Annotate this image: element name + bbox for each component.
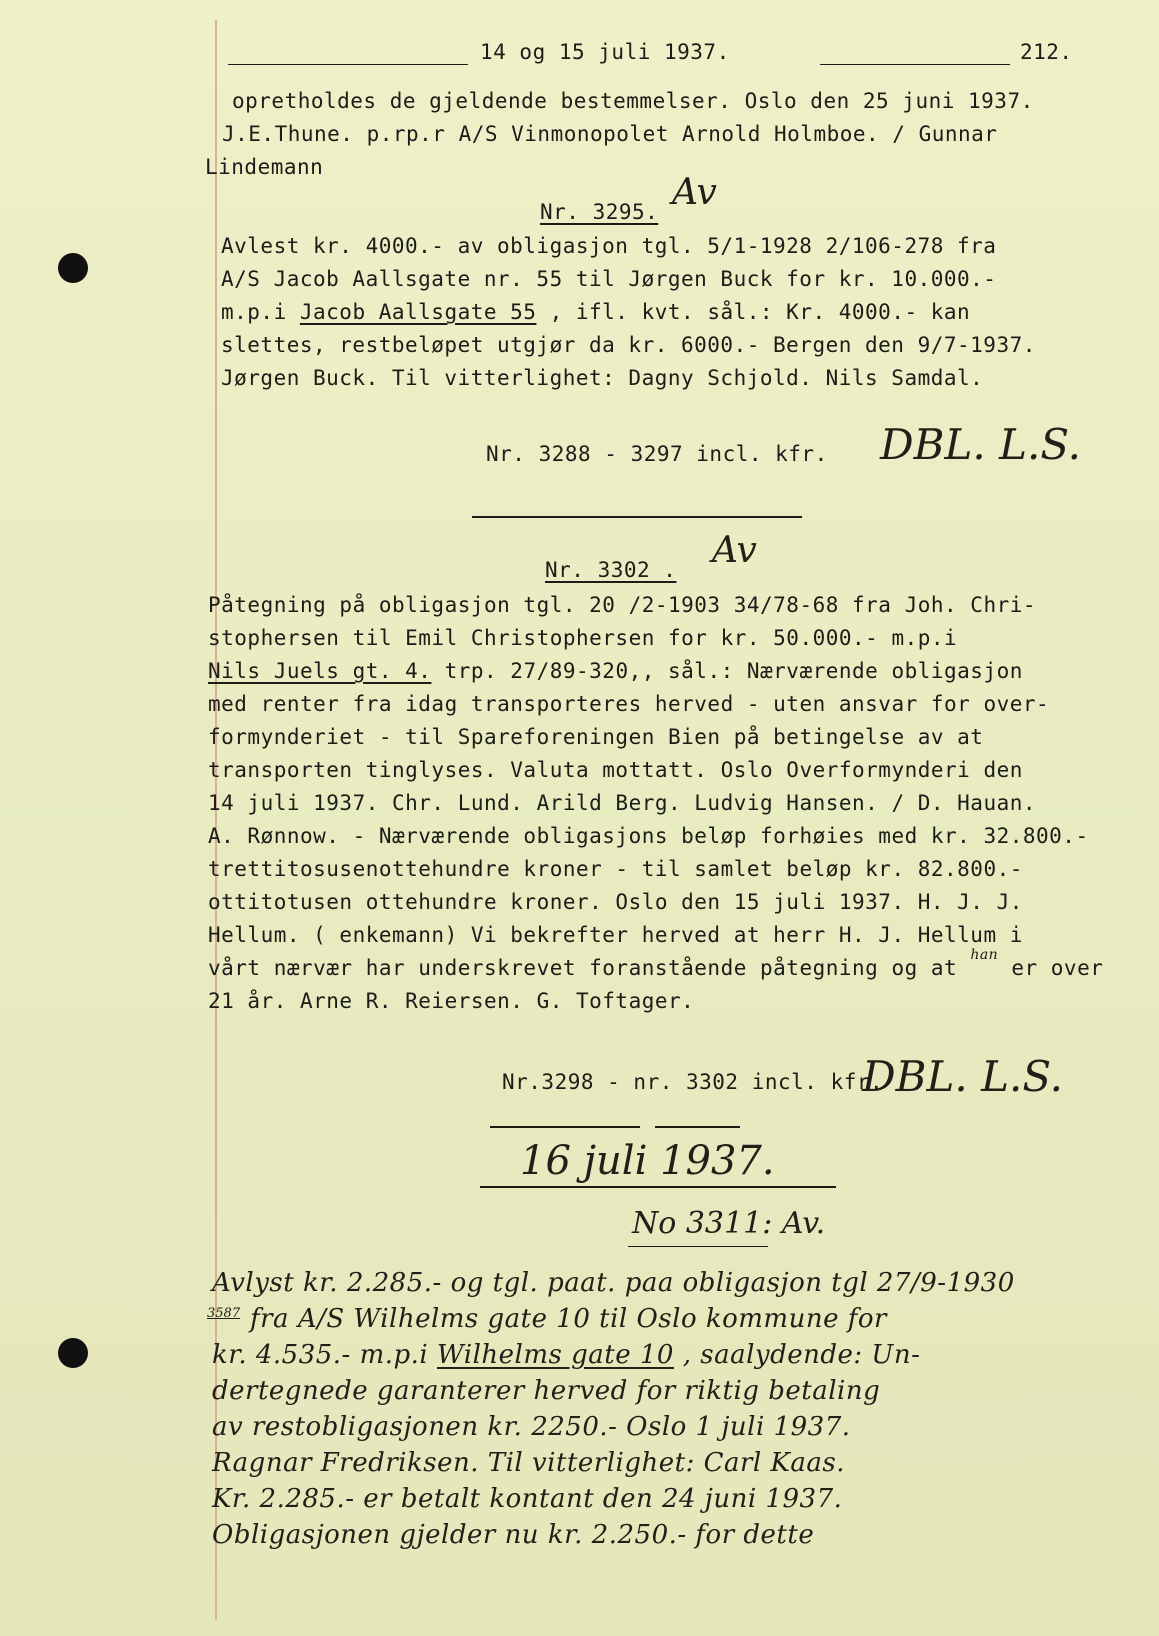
text-line: 21 år. Arne R. Reiersen. G. Toftager. [208, 989, 695, 1013]
text-line: opretholdes de gjeldende bestemmelser. Oslo den 25 juni 1937. [232, 89, 1034, 113]
handwritten-mark: Av [672, 172, 717, 213]
handwritten-line: dertegnede garanterer herved for riktig betaling [212, 1376, 881, 1406]
text-line: Avlest kr. 4000.- av obligasjon tgl. 5/1-1928 2/106-278 fra [221, 234, 997, 258]
property-address: Jacob Aallsgate 55 [299, 300, 537, 324]
handwritten-line: Obligasjonen gjelder nu kr. 2.250.- for dette [212, 1520, 815, 1550]
text-line: vårt nærvær har underskrevet foranstående påtegning og at $^{han}$ er over [208, 947, 1104, 980]
text-line: 14 juli 1937. Chr. Lund. Arild Berg. Ludvig Hansen. / D. Hauan. [208, 791, 1037, 815]
text-line: Jørgen Buck. Til vitterlighet: Dagny Schjold. Nils Samdal. [221, 366, 984, 390]
text-line: transporten tinglyses. Valuta mottatt. Oslo Overformynderi den [208, 758, 1023, 782]
text-line: trettitosusenottehundre kroner - til samlet beløp kr. 82.800.- [208, 857, 1023, 881]
handwritten-line: fra A/S Wilhelms gate 10 til Oslo kommune for [250, 1304, 887, 1334]
handwritten-entry-number: No 3311: Av. [632, 1206, 826, 1241]
entry-number: Nr. 3302 . [545, 558, 677, 582]
handwritten-line: Kr. 2.285.- er betalt kontant den 24 juni 1937. [212, 1484, 843, 1514]
punch-hole-top [58, 253, 88, 283]
text-line: A. Rønnow. - Nærværende obligasjons beløp forhøies med kr. 32.800.- [208, 824, 1089, 848]
text-line: Lindemann [205, 155, 324, 179]
signature: DBL. L.S. [862, 1052, 1063, 1101]
section-rule [655, 1126, 740, 1128]
text-line: Påtegning på obligasjon tgl. 20 /2-1903 34/78-68 fra Joh. Chri- [208, 593, 1037, 617]
text-line: Hellum. ( enkemann) Vi bekrefter herved at herr H. J. Hellum i [208, 923, 1023, 947]
text-line: A/S Jacob Aallsgate nr. 55 til Jørgen Buck for kr. 10.000.- [221, 267, 997, 291]
text-line: formynderiet - til Spareforeningen Bien på betingelse av at [208, 725, 984, 749]
summary-line: Nr. 3288 - 3297 incl. kfr. [486, 442, 828, 466]
property-address: Nils Juels gt. 4. [208, 659, 432, 683]
handwritten-date: 16 juli 1937. [520, 1138, 775, 1184]
summary-line: Nr.3298 - nr. 3302 incl. kfr. [502, 1070, 884, 1094]
handwritten-line: Ragnar Fredriksen. Til vitterlighet: Carl Kaas. [212, 1448, 846, 1478]
number-underline [628, 1246, 768, 1247]
handwritten-line: kr. 4.535.- m.p.i Wilhelms gate 10 , saalydende: Un- [212, 1340, 921, 1370]
text-line: Nils Juels gt. 4. trp. 27/89-320,, sål.: Nærværende obligasjon [208, 659, 1023, 683]
entry-number: Nr. 3295. [540, 200, 659, 224]
signature: DBL. L.S. [880, 420, 1081, 469]
section-rule [472, 516, 802, 518]
section-rule [490, 1126, 640, 1128]
header-rule-left [228, 64, 468, 65]
handwritten-line: Avlyst kr. 2.285.- og tgl. paat. paa obligasjon tgl 27/9-1930 [212, 1268, 1015, 1298]
margin-note: 3587 [207, 1306, 241, 1321]
text-line: m.p.i Jacob Aallsgate 55 , ifl. kvt. sål.: Kr. 4000.- kan [221, 300, 971, 324]
header-rule-right [820, 64, 1010, 65]
text-line: stophersen til Emil Christophersen for kr. 50.000.- m.p.i [208, 626, 958, 650]
text-line: ottitotusen ottehundre kroner. Oslo den 15 juli 1937. H. J. J. [208, 890, 1023, 914]
property-address: Wilhelms gate 10 [437, 1340, 674, 1370]
handwritten-insert: han [970, 947, 999, 963]
text-line: slettes, restbeløpet utgjør da kr. 6000.- Bergen den 9/7-1937. [221, 333, 1036, 357]
date-underline [480, 1186, 836, 1188]
text-line: J.E.Thune. p.rp.r A/S Vinmonopolet Arnold Holmboe. / Gunnar [222, 122, 998, 146]
handwritten-line: av restobligasjonen kr. 2250.- Oslo 1 juli 1937. [212, 1412, 851, 1442]
page-number: 212. [1020, 40, 1073, 64]
header-date: 14 og 15 juli 1937. [480, 40, 730, 64]
handwritten-mark: Av [712, 530, 757, 571]
punch-hole-bottom [58, 1338, 88, 1368]
text-line: med renter fra idag transporteres herved - uten ansvar for over- [208, 692, 1050, 716]
